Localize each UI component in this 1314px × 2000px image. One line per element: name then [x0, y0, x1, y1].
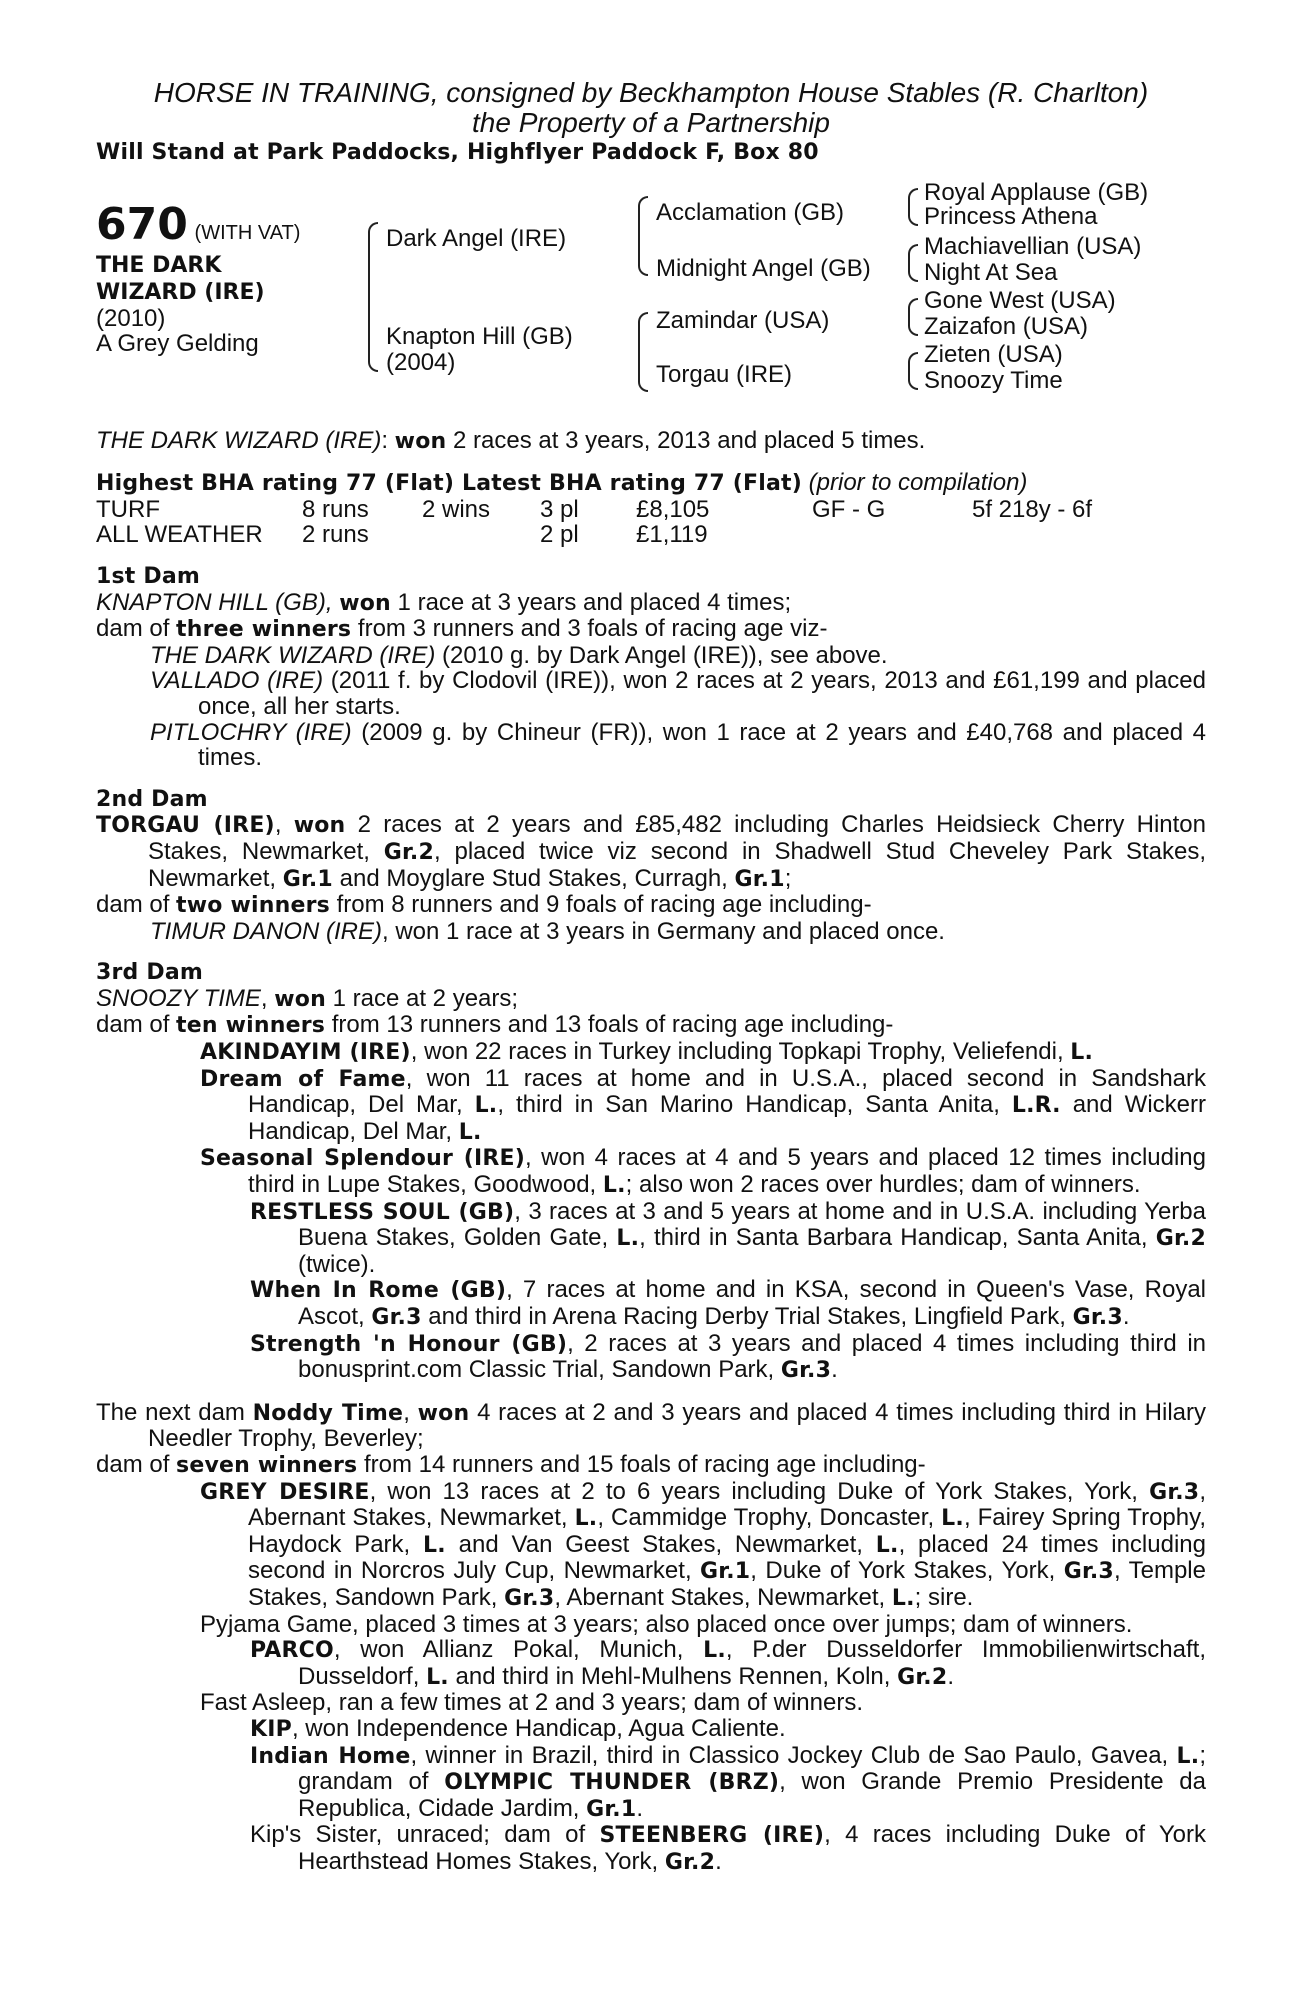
produce-entry: When In Rome (GB), 7 races at home and in KSA, second in Queen's Vase, Royal Ascot, Gr.3 and third in Arena Racing Derby Trial Stakes, Lingfield Park, Gr.3.	[250, 1276, 1206, 1330]
table-row: ALL WEATHER 2 runs 2 pl £1,119	[96, 521, 708, 549]
pedigree-brace	[908, 244, 918, 282]
ownership-line: the Property of a Partnership	[472, 107, 830, 138]
produce-entry: THE DARK WIZARD (IRE) (2010 g. by Dark Angel (IRE)), see above.	[150, 641, 888, 669]
bha-rating: Highest BHA rating 77 (Flat) Latest BHA rating 77 (Flat) (prior to compilation)	[96, 469, 1028, 497]
lot-info	[96, 198, 301, 358]
dam-dam: Torgau (IRE)	[656, 360, 793, 388]
produce-entry: KIP, won Independence Handicap, Agua Caliente.	[250, 1714, 786, 1742]
dam-sire-sire: Gone West (USA)	[924, 286, 1116, 314]
sire-sire-dam: Princess Athena	[924, 202, 1098, 230]
sire-sire-sire: Royal Applause (GB)	[924, 178, 1149, 206]
second-dam-section: 2nd Dam TORGAU (IRE), won 2 races at 2 years and £85,482 including Charles Heidsieck Cherry Hinton Stakes, Newmarket, Gr.2, placed twice viz second in Shadwell Stud Cheveley Park Stakes, Newmarket, Gr.1 and Moyglare Stud Stakes, Curragh, Gr.1; dam of two winners from 8 runners and 9 foals of racing age including- TIMUR DANON (IRE), won 1 race at 3 years in Germany and placed once.	[96, 786, 1206, 945]
pedigree-brace	[638, 196, 648, 276]
produce-entry: Strength 'n Honour (GB), 2 races at 3 years and placed 4 times including third in bonusprint.com Classic Trial, Sandown Park, Gr.3.	[250, 1329, 1206, 1384]
dam-year: (2004)	[386, 348, 456, 376]
produce-entry: PITLOCHRY (IRE) (2009 g. by Chineur (FR)), won 1 race at 2 years and £40,768 and placed 4 times.	[150, 718, 1207, 772]
produce-entry: Seasonal Splendour (IRE), won 4 races at 4 and 5 years and placed 12 times including third in Lupe Stakes, Goodwood, L.; also won 2 races over hurdles; dam of winners.	[200, 1144, 1207, 1199]
dam-sire: Zamindar (USA)	[656, 306, 830, 334]
foaling-year: (2010)	[96, 304, 166, 332]
pedigree-brace	[638, 312, 648, 392]
section-heading: 3rd Dam	[96, 960, 203, 986]
produce-entry: Indian Home, winner in Brazil, third in Classico Jockey Club de Sao Paulo, Gavea, L.; grandam of OLYMPIC THUNDER (BRZ), won Grande Premio Presidente da Republica, Cidade Jardim, Gr.1.	[250, 1741, 1206, 1822]
next-dam-section: The next dam Noddy Time, won 4 races at 2 and 3 years and placed 4 times including third in Hilary Needler Trophy, Beverley; dam of seven winners from 14 runners and 15 foals of racing age including- GREY DESIRE, won 13 races at 2 to 6 years including Duke of York Stakes, York, Gr.3, Abernant Stakes, Newmarket, L., Cammidge Trophy, Doncaster, L., Fairey Spring Trophy, Haydock Park, L. and Van Geest Stakes, Newmarket, L., placed 24 times including second in Norcros July Cup, Newmarket, Gr.1, Duke of York Stakes, York, Gr.3, Temple Stakes, Sandown Park, Gr.3, Abernant Stakes, Newmarket, L.; sire. Pyjama Game, placed 3 times at 3 years; also placed once over jumps; dam of winners. PARCO, won Allianz Pokal, Munich, L., P.der Dusseldorfer Immobilienwirtschaft, Dusseldorf, L. and third in Mehl-Mulhens Rennen, Koln, Gr.2. Fast Asleep, ran a few times at 2 and 3 years; dam of winners. KIP, won Independence Handicap, Agua Caliente. Indian Home, winner in Brazil, third in Classico Jockey Club de Sao Paulo, Gavea, L.; grandam of OLYMPIC THUNDER (BRZ), won Grande Premio Presidente da Republica, Cidade Jardim, Gr.1. Kip's Sister, unraced; dam of STEENBERG (IRE), 4 races including Duke of York Hearthstead Homes Stakes, York, Gr.2.	[96, 1398, 1206, 1875]
catalogue-page	[96, 78, 1206, 1875]
section-heading: 2nd Dam	[96, 786, 208, 812]
third-dam-section: 3rd Dam SNOOZY TIME, won 1 race at 2 years; dam of ten winners from 13 runners and 13 foals of racing age including- AKINDAYIM (IRE), won 22 races in Turkey including Topkapi Trophy, Veliefendi, L. Dream of Fame, won 11 races at home and in U.S.A., placed second in Sandshark Handicap, Del Mar, L., third in San Marino Handicap, Santa Anita, L.R. and Wickerr Handicap, Del Mar, L. Seasonal Splendour (IRE), won 4 races at 4 and 5 years and placed 12 times including third in Lupe Stakes, Goodwood, L.; also won 2 races over hurdles; dam of winners. RESTLESS SOUL (GB), 3 races at 3 and 5 years at home and in U.S.A. including Yerba Buena Stakes, Golden Gate, L., third in Santa Barbara Handicap, Santa Anita, Gr.2 (twice). When In Rome (GB), 7 races at home and in KSA, second in Queen's Vase, Royal Ascot, Gr.3 and third in Arena Racing Derby Trial Stakes, Lingfield Park, Gr.3. Strength 'n Honour (GB), 2 races at 3 years and placed 4 times including third in bonusprint.com Classic Trial, Sandown Park, Gr.3.	[96, 960, 1207, 1384]
race-record-table	[96, 497, 1092, 548]
produce-entry: AKINDAYIM (IRE), won 22 races in Turkey including Topkapi Trophy, Veliefendi, L.	[200, 1038, 1094, 1066]
pedigree-brace	[368, 222, 378, 372]
first-dam-section: 1st Dam KNAPTON HILL (GB), won 1 race at 3 years and placed 4 times; dam of three winners from 3 runners and 3 foals of racing age viz- THE DARK WIZARD (IRE) (2010 g. by Dark Angel (IRE)), see above. VALLADO (IRE) (2011 f. by Clodovil (IRE)), won 2 races at 2 years, 2013 and £61,199 and placed once, all her starts. PITLOCHRY (IRE) (2009 g. by Chineur (FR)), won 1 race at 2 years and £40,768 and placed 4 times.	[96, 563, 1207, 772]
dam-sire-dam: Zaizafon (USA)	[924, 312, 1089, 340]
lot-number: 670	[96, 198, 188, 250]
produce-entry: PARCO, won Allianz Pokal, Munich, L., P.der Dusseldorfer Immobilienwirtschaft, Dusseldorf, L. and third in Mehl-Mulhens Rennen, Koln, Gr.2.	[250, 1636, 1206, 1690]
horse-description: A Grey Gelding	[96, 330, 259, 358]
sire-dam-dam: Night At Sea	[924, 258, 1058, 286]
produce-entry: Pyjama Game, placed 3 times at 3 years; also placed once over jumps; dam of winners.	[200, 1610, 1133, 1638]
pedigree-brace	[908, 352, 918, 390]
stand-location: Will Stand at Park Paddocks, Highflyer Paddock F, Box 80	[96, 140, 819, 165]
horse-name-line2: WIZARD (IRE)	[96, 279, 265, 305]
dam-dam-dam: Snoozy Time	[924, 366, 1063, 394]
sire-dam-sire: Machiavellian (USA)	[924, 232, 1142, 260]
table-row: TURF 8 runs 2 wins 3 pl £8,105 GF - G 5f 218y - 6f	[96, 495, 1093, 523]
pedigree-brace	[908, 188, 918, 226]
dam: Knapton Hill (GB)	[386, 322, 573, 350]
horse-name-line1: THE DARK	[96, 252, 222, 278]
pedigree-brace	[908, 298, 918, 336]
produce-entry: Dream of Fame, won 11 races at home and in U.S.A., placed second in Sandshark Handicap, Del Mar, L., third in San Marino Handicap, Santa Anita, L.R. and Wickerr Handicap, Del Mar, L.	[200, 1064, 1207, 1145]
produce-entry: GREY DESIRE, won 13 races at 2 to 6 years including Duke of York Stakes, York, Gr.3, Abernant Stakes, Newmarket, L., Cammidge Trophy, Doncaster, L., Fairey Spring Trophy, Haydock Park, L. and Van Geest Stakes, Newmarket, L., placed 24 times including second in Norcros July Cup, Newmarket, Gr.1, Duke of York Stakes, York, Gr.3, Temple Stakes, Sandown Park, Gr.3, Abernant Stakes, Newmarket, L.; sire.	[200, 1477, 1206, 1611]
sire: Dark Angel (IRE)	[386, 224, 567, 252]
produce-entry: Kip's Sister, unraced; dam of STEENBERG (IRE), 4 races including Duke of York Hearthstead Homes Stakes, York, Gr.2.	[250, 1821, 1206, 1875]
dam-dam-sire: Zieten (USA)	[924, 340, 1063, 368]
pedigree-block	[96, 178, 1206, 428]
produce-entry: Fast Asleep, ran a few times at 2 and 3 years; dam of winners.	[200, 1689, 863, 1717]
consignor-line: HORSE IN TRAINING, consigned by Beckhampton House Stables (R. Charlton)	[153, 77, 1149, 108]
produce-entry: VALLADO (IRE) (2011 f. by Clodovil (IRE)), won 2 races at 2 years, 2013 and £61,199 and placed once, all her starts.	[150, 667, 1206, 720]
ratings-section	[96, 470, 1206, 548]
produce-entry: RESTLESS SOUL (GB), 3 races at 3 and 5 years at home and in U.S.A. including Yerba Buena Stakes, Golden Gate, L., third in Santa Barbara Handicap, Santa Anita, Gr.2 (twice).	[250, 1197, 1206, 1278]
sire-sire: Acclamation (GB)	[656, 198, 845, 226]
vat-note: (WITH VAT)	[194, 221, 301, 244]
produce-entry: TIMUR DANON (IRE), won 1 race at 3 years in Germany and placed once.	[150, 917, 945, 945]
sire-dam: Midnight Angel (GB)	[656, 254, 871, 282]
section-heading: 1st Dam	[96, 563, 201, 589]
race-summary: THE DARK WIZARD (IRE): won 2 races at 3 years, 2013 and placed 5 times.	[96, 426, 926, 454]
